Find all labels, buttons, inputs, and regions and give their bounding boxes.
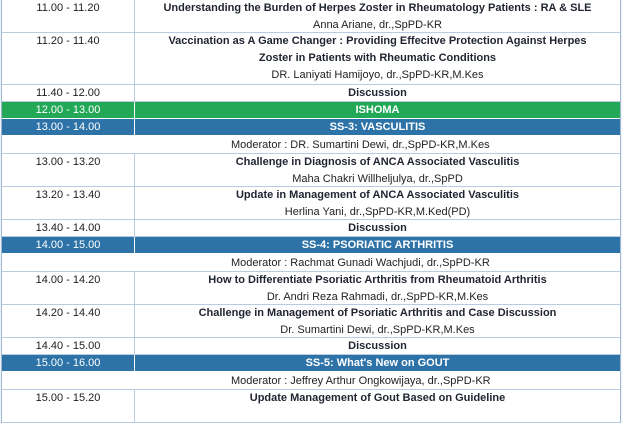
time-cell: 11.40 - 12.00 [2,85,135,101]
moderator-text: Moderator : Jeffrey Arthur Ongkowijaya, dr.,SpPD-KR [231,375,491,387]
break-label: ISHOMA [355,104,400,116]
discussion-label: Discussion [348,340,407,352]
table-row [2,338,620,355]
time-cell: 14.00 - 15.00 [2,237,135,253]
time-cell: 14.20 - 14.40 [2,305,135,337]
table-row [2,33,620,85]
table-row [2,305,620,338]
discussion-label: Discussion [348,222,407,234]
section-title: SS-4: PSORIATIC ARTHRITIS [301,239,454,251]
session-title: Update in Management of ANCA Associated Vasculitis [235,189,519,201]
moderator-row [2,372,620,390]
time-cell: 14.40 - 15.00 [2,338,135,354]
time-cell: 14.00 - 14.20 [2,272,135,304]
time-cell: 13.00 - 14.00 [2,119,135,135]
table-row [2,272,620,305]
section-title: SS-5: What's New on GOUT [305,357,450,369]
time-cell: 15.00 - 16.00 [2,355,135,371]
time-cell: 12.00 - 13.00 [2,102,135,118]
section-header [2,355,620,372]
schedule-table [1,0,621,423]
session-title: Challenge in Diagnosis of ANCA Associated Vasculitis [235,156,520,168]
table-row [2,0,620,33]
moderator-row [2,136,620,154]
session-title: Update Management of Gout Based on Guideline [249,392,506,404]
section-header [2,237,620,254]
session-title-line1: Vaccination as A Game Changer : Providing Effecitve Protection Against Herpes [168,35,587,47]
discussion-label: Discussion [348,87,407,99]
section-header [2,119,620,136]
speaker-name: DR. Laniyati Hamijoyo, dr.,SpPD-KR,M.Kes [271,69,484,81]
session-title: Challenge in Management of Psoriatic Arthritis and Case Discussion [198,307,557,319]
table-row [2,85,620,102]
table-row [2,390,620,423]
speaker-name: Dr. Sumartini Dewi, dr.,SpPD-KR,M.Kes [280,324,475,336]
section-title: SS-3: VASCULITIS [329,121,426,133]
speaker-name: Maha Chakri Willheljulya, dr.,SpPD [292,173,463,185]
time-cell: 13.20 - 13.40 [2,187,135,219]
speaker-name: Herlina Yani, dr.,SpPD-KR,M.Ked(PD) [284,206,471,218]
table-row [2,220,620,237]
table-row [2,154,620,187]
time-cell: 11.20 - 11.40 [2,33,135,84]
time-cell: 13.00 - 13.20 [2,154,135,186]
moderator-row [2,254,620,272]
time-cell: 13.40 - 14.00 [2,220,135,236]
moderator-text: Moderator : DR. Sumartini Dewi, dr.,SpPD-KR,M.Kes [231,139,490,151]
table-row [2,187,620,220]
session-title-line2: Zoster in Patients with Rheumatic Conditions [258,52,497,64]
speaker-name: Dr. Andri Reza Rahmadi, dr.,SpPD-KR,M.Kes [266,291,489,303]
moderator-text: Moderator : Rachmat Gunadi Wachjudi, dr.,SpPD-KR [231,257,490,269]
time-cell: 11.00 - 11.20 [2,0,135,32]
speaker-name: Anna Ariane, dr.,SpPD-KR [312,19,442,31]
session-title: Understanding the Burden of Herpes Zoster in Rheumatology Patients : RA & SLE [163,2,592,14]
break-row [2,102,620,119]
time-cell: 15.00 - 15.20 [2,390,135,422]
session-title: How to Differentiate Psoriatic Arthritis from Rheumatoid Arthritis [208,274,547,286]
